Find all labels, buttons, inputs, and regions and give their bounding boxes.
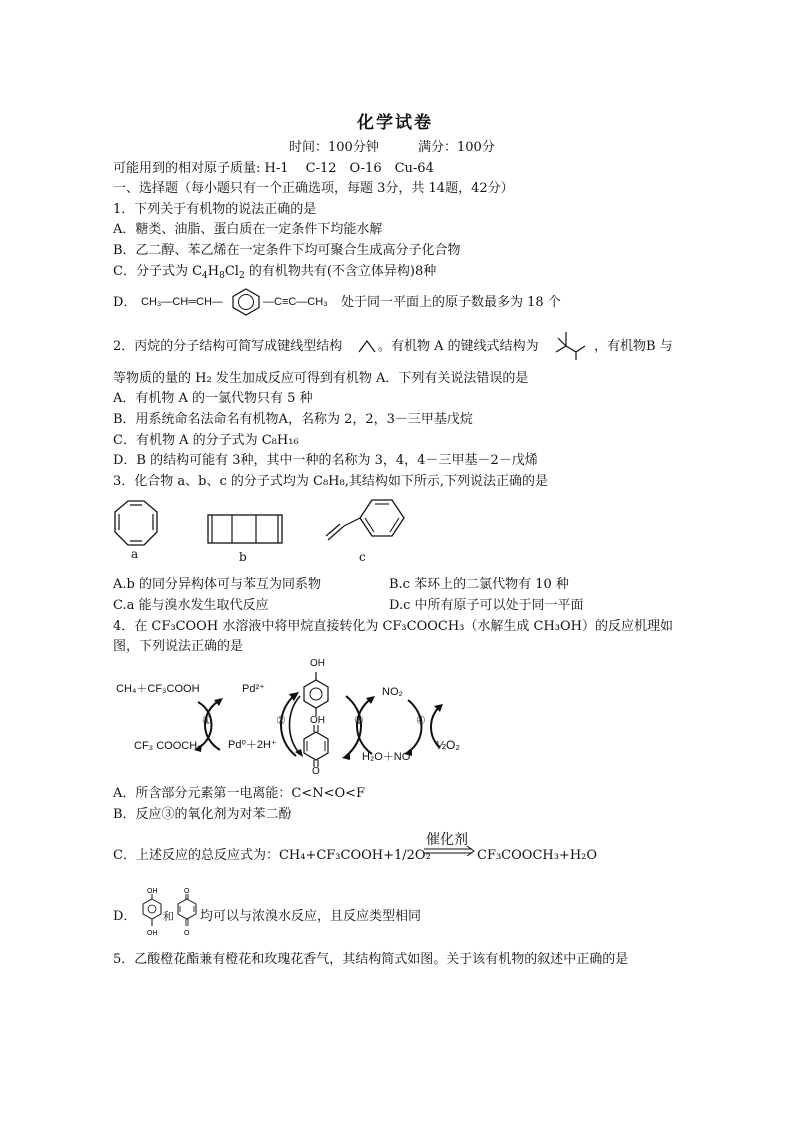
svg-text:OH: OH (147, 930, 158, 937)
scheme-o-bottom: O (312, 766, 320, 777)
svg-text:OH: OH (147, 888, 158, 895)
q3-option-d: D.c 中所有原子可以处于同一平面 (389, 598, 584, 613)
q4-option-d-prefix: D． (113, 909, 137, 924)
reaction-scheme (110, 656, 480, 780)
scheme-oh-top: OH (310, 658, 325, 669)
q2-stem-b: 。有机物 A 的键线式结构为 (378, 339, 539, 354)
q4-option-a: A．所含部分元素第一电离能：C<N<O<F (113, 786, 366, 801)
q3-label-c: c (359, 550, 366, 564)
benzoquinone-icon (176, 886, 198, 942)
q4-option-c: C．上述反应的总反应式为：CH₄+CF₃COOH+1/2O₂ (113, 848, 431, 863)
scheme-ch4-reactants: CH₄＋CF₃COOH (116, 683, 200, 695)
styrene-icon (320, 496, 410, 548)
q4-stem-1: 4．在 CF₃COOH 水溶液中将甲烷直接转化为 CF₃COOCH₃（水解生成 CH₃OH）的反应机理如 (113, 619, 674, 634)
scheme-product: CF₃ COOCH₃ (134, 740, 202, 752)
scheme-pd0: Pd⁰＋2H⁺ (228, 739, 277, 751)
q4-stem-2: 图，下列说法正确的是 (113, 639, 244, 654)
q4-option-d-and: 和 (163, 910, 174, 923)
q4-option-b: B．反应③的氧化剂为对苯二酚 (113, 807, 292, 822)
svg-text:O: O (184, 888, 190, 895)
scheme-pd2: Pd²⁺ (242, 683, 265, 695)
q3-label-b: b (239, 550, 247, 564)
molecule-a-skeletal-icon (552, 328, 592, 362)
q1-option-b: B．乙二醇、苯乙烯在一定条件下均可聚合生成高分子化合物 (113, 243, 461, 258)
q3-label-a: a (131, 547, 139, 561)
exam-time: 时间：100分钟 (289, 140, 379, 155)
q1-stem: 1．下列关于有机物的说法正确的是 (113, 202, 317, 217)
reaction-arrow-icon (424, 846, 476, 856)
q1-option-c: C．分子式为 $C_4H_8Cl_2$ 的有机物共有(不含立体异构)8种 (113, 264, 437, 281)
q5-stem: 5．乙酸橙花酯兼有橙花和玫瑰花香气，其结构简式如图。关于该有机物的叙述中正确的是 (113, 952, 629, 967)
q3-option-b: B.c 苯环上的二氯代物有 10 种 (389, 577, 569, 592)
exam-score: 满分：100分 (418, 140, 495, 155)
cubane-like-b-icon (204, 512, 288, 546)
q1-d-formula-right: —C≡C—CH₃ (263, 296, 328, 308)
q3-stem: 3．化合物 a、b、c 的分子式均为 C₈H₈,其结构如下所示,下列说法正确的是 (113, 474, 548, 489)
scheme-oh-bottom: OH (310, 715, 325, 726)
scheme-step4: ④ (416, 715, 426, 727)
q1-d-text: 处于同一平面上的原子数最多为 18 个 (341, 295, 561, 310)
q2-option-c: C．有机物 A 的分子式为 C₈H₁₆ (113, 433, 299, 448)
cyclooctatetraene-icon (110, 498, 162, 550)
catalyst-label: 催化剂 (426, 831, 468, 847)
page-title: 化学试卷 (357, 113, 433, 133)
q2-stem-c: ，有机物B 与 (594, 339, 673, 354)
benzene-ring-icon (228, 287, 264, 317)
q2-option-b: B．用系统命名法命名有机物A，名称为 2，2，3－三甲基戊烷 (113, 412, 473, 427)
hydroquinone-icon (141, 886, 163, 942)
section-heading: 一、选择题（每小题只有一个正确选项，每题 3分，共 14题，42分） (113, 181, 514, 196)
q4-option-d-text: 均可以与浓溴水反应，且反应类型相同 (200, 909, 422, 924)
scheme-step3: ③ (354, 715, 364, 727)
svg-text:O: O (184, 930, 190, 937)
q3-option-a: A.b 的同分异构体可与苯互为同系物 (113, 577, 321, 592)
q2-option-d: D．B 的结构可能有 3种，其中一种的名称为 3，4，4－三甲基－2－戊烯 (113, 453, 538, 468)
q1-option-d: D． (113, 295, 137, 310)
q1-d-formula-left: CH₃—CH═CH— (141, 296, 223, 308)
propane-skeletal-icon (357, 338, 377, 354)
scheme-step1: ① (202, 715, 212, 727)
q2-stem-d: 等物质的量的 H₂ 发生加成反应可得到有机物 A．下列有关说法错误的是 (113, 371, 529, 386)
atomic-masses: 可能用到的相对原子质量: H-1 C-12 O-16 Cu-64 (113, 161, 434, 176)
q2-option-a: A．有机物 A 的一氯代物只有 5 种 (113, 391, 313, 406)
q3-option-c: C.a 能与溴水发生取代反应 (113, 598, 269, 613)
scheme-h2o-no: H₂O＋NO (362, 751, 411, 763)
scheme-no2: NO₂ (382, 686, 403, 698)
q1-option-a: A．糖类、油脂、蛋白质在一定条件下均能水解 (113, 222, 383, 237)
scheme-half-o2: ½O₂ (436, 738, 460, 752)
q2-stem-a: 2．丙烷的分子结构可简写成键线型结构 (113, 339, 343, 354)
q4-option-c-products: CF₃COOCH₃+H₂O (477, 848, 598, 863)
scheme-step2: ② (276, 715, 286, 727)
